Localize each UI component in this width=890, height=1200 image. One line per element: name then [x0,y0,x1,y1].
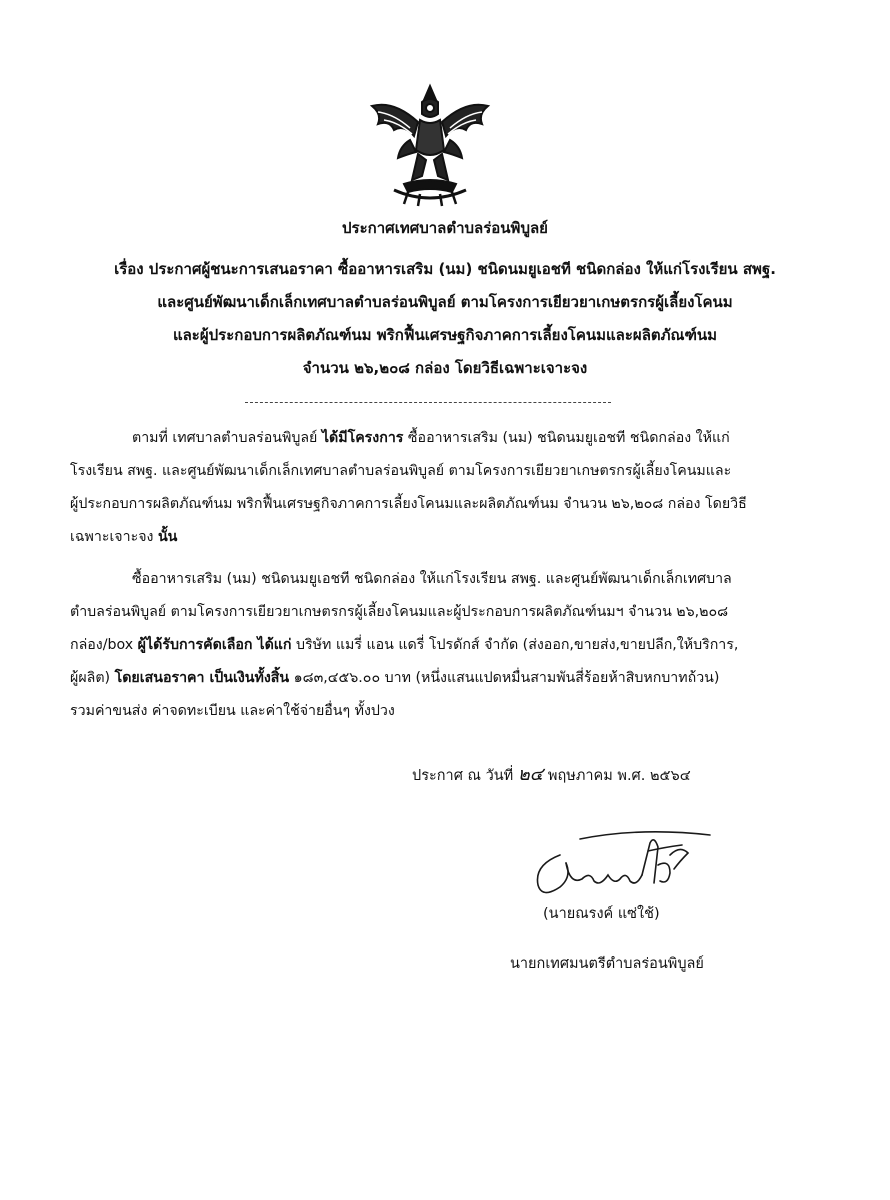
signatory-title: นายกเทศมนตรีตำบลร่อนพิบูลย์ [510,956,704,972]
separator-dashed-line [245,402,611,403]
paragraph-line: ผู้ผลิต) โดยเสนอราคา เป็นเงินทั้งสิ้น ๑๘๓,๔๕๖.๐๐ บาท (หนึ่งแสนแปดหมื่นสามพันสี่ร้อยห้าสิบหกบาทถ้วน) [70,670,720,686]
subject-line: จำนวน ๒๖,๒๐๘ กล่อง โดยวิธีเฉพาะเจาะจง [302,359,588,377]
announcement-date: ประกาศ ณ วันที่ ๒๔ พฤษภาคม พ.ศ. ๒๕๖๔ [412,764,691,785]
announcement-issuer: ประกาศเทศบาลตำบลร่อนพิบูลย์ [342,219,548,237]
subject-line: และศูนย์พัฒนาเด็กเล็กเทศบาลตำบลร่อนพิบูลย์ ตามโครงการเยียวยาเกษตรกรผู้เลี้ยงโคนม [157,293,733,311]
paragraph-line: ซื้ออาหารเสริม (นม) ชนิดนมยูเอชที ชนิดกล่อง ให้แก่โรงเรียน สพฐ. และศูนย์พัฒนาเด็กเล็กเทศบาล [132,571,732,587]
paragraph-line: กล่อง/box ผู้ได้รับการคัดเลือก ได้แก่ บริษัท แมรี่ แอน แดรี่ โปรดักส์ จำกัด (ส่งออก,ขายส่ง,ขายปลีก,ให้บริการ, [70,637,739,653]
garuda-emblem-icon [364,80,496,212]
body-paragraph-2 [70,563,820,728]
subject-line: เรื่อง ประกาศผู้ชนะการเสนอราคา ซื้ออาหารเสริม (นม) ชนิดนมยูเอชที ชนิดกล่อง ให้แก่โรงเรียน สพฐ. [114,260,776,278]
paragraph-line: รวมค่าขนส่ง ค่าจดทะเบียน และค่าใช้จ่ายอื่นๆ ทั้งปวง [70,703,395,719]
paragraph-line: เฉพาะเจาะจง นั้น [70,529,178,545]
subject-line: และผู้ประกอบการผลิตภัณฑ์นม พริกฟื้นเศรษฐกิจภาคการเลี้ยงโคนมและผลิตภัณฑ์นม [172,326,718,344]
handwritten-signature [520,825,720,915]
paragraph-line: โรงเรียน สพฐ. และศูนย์พัฒนาเด็กเล็กเทศบาลตำบลร่อนพิบูลย์ ตามโครงการเยียวยาเกษตรกรผู้เลี้ยงโคนมและ [70,463,732,479]
paragraph-line: ตามที่ เทศบาลตำบลร่อนพิบูลย์ ได้มีโครงการ ซื้ออาหารเสริม (นม) ชนิดนมยูเอชที ชนิดกล่อง ให้แก่ [132,430,730,446]
paragraph-line: ผู้ประกอบการผลิตภัณฑ์นม พริกฟื้นเศรษฐกิจภาคการเลี้ยงโคนมและผลิตภัณฑ์นม จำนวน ๒๖,๒๐๘ กล่อง โดยวิธี [70,496,747,512]
handwritten-day: ๒๔ [517,764,544,785]
body-paragraph-1 [70,422,820,554]
paragraph-line: ตำบลร่อนพิบูลย์ ตามโครงการเยียวยาเกษตรกรผู้เลี้ยงโคนมและผู้ประกอบการผลิตภัณฑ์นมฯ จำนวน ๒๖,๒๐๘ [70,604,729,620]
signatory-name: (นายณรงค์ แซ่ใช้) [543,906,660,922]
